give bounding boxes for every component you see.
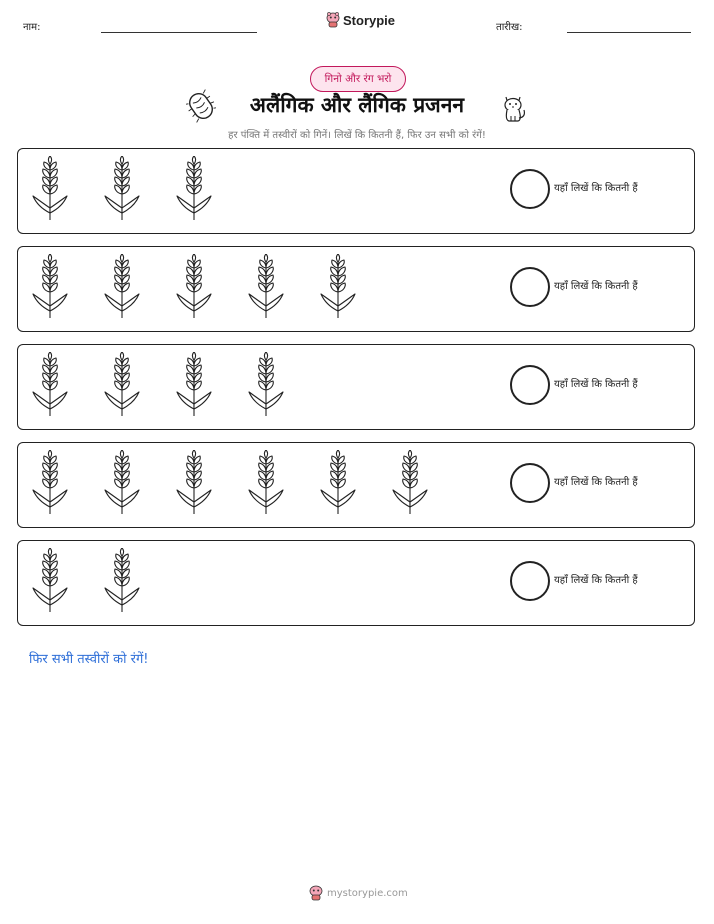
storypie-mascot-icon [309, 885, 323, 901]
count-row [17, 246, 695, 332]
instructions: हर पंक्ति में तस्वीरों को गिनें। लिखें कि कितनी हैं, फिर उन सभी को रंगें! [228, 130, 486, 141]
site-footer [309, 885, 408, 901]
kitten-icon [499, 91, 527, 123]
wheat-icon [102, 254, 142, 320]
count-row [17, 442, 695, 528]
wheat-icon [318, 254, 358, 320]
wheat-icon [30, 254, 70, 320]
answer-hint: यहाँ लिखें कि कितनी हैं [554, 281, 638, 292]
wheat-icon [246, 254, 286, 320]
footer-instruction: फिर सभी तस्वीरों को रंगें! [29, 652, 149, 667]
answer-circle[interactable] [510, 561, 550, 601]
answer-hint: यहाँ लिखें कि कितनी हैं [554, 575, 638, 586]
wheat-icon [174, 254, 214, 320]
answer-circle[interactable] [510, 169, 550, 209]
date-field[interactable] [567, 32, 691, 33]
brand-logo [326, 12, 395, 28]
wheat-icon [246, 450, 286, 516]
wheat-icon [318, 450, 358, 516]
wheat-icon [30, 450, 70, 516]
wheat-icon [246, 352, 286, 418]
wheat-icon [102, 450, 142, 516]
name-field[interactable] [101, 32, 257, 33]
answer-hint: यहाँ लिखें कि कितनी हैं [554, 477, 638, 488]
wheat-icon [174, 352, 214, 418]
wheat-icon [30, 156, 70, 222]
wheat-icon [390, 450, 430, 516]
wheat-icon [102, 548, 142, 614]
name-label: नाम: [23, 22, 41, 33]
date-label: तारीख: [496, 22, 523, 33]
brand-name: Storypie [343, 12, 396, 28]
wheat-icon [174, 156, 214, 222]
bacterium-icon [186, 89, 216, 123]
answer-circle[interactable] [510, 365, 550, 405]
count-row [17, 344, 695, 430]
activity-badge: गिनो और रंग भरो [310, 66, 406, 92]
answer-circle[interactable] [510, 267, 550, 307]
answer-hint: यहाँ लिखें कि कितनी हैं [554, 183, 638, 194]
wheat-icon [174, 450, 214, 516]
site-url: mystorypie.com [327, 887, 408, 899]
wheat-icon [102, 352, 142, 418]
answer-hint: यहाँ लिखें कि कितनी हैं [554, 379, 638, 390]
wheat-icon [30, 352, 70, 418]
wheat-icon [30, 548, 70, 614]
page-title: अलैंगिक और लैंगिक प्रजनन [249, 93, 465, 117]
wheat-icon [102, 156, 142, 222]
count-row [17, 540, 695, 626]
storypie-mascot-icon [326, 12, 340, 28]
answer-circle[interactable] [510, 463, 550, 503]
count-row [17, 148, 695, 234]
